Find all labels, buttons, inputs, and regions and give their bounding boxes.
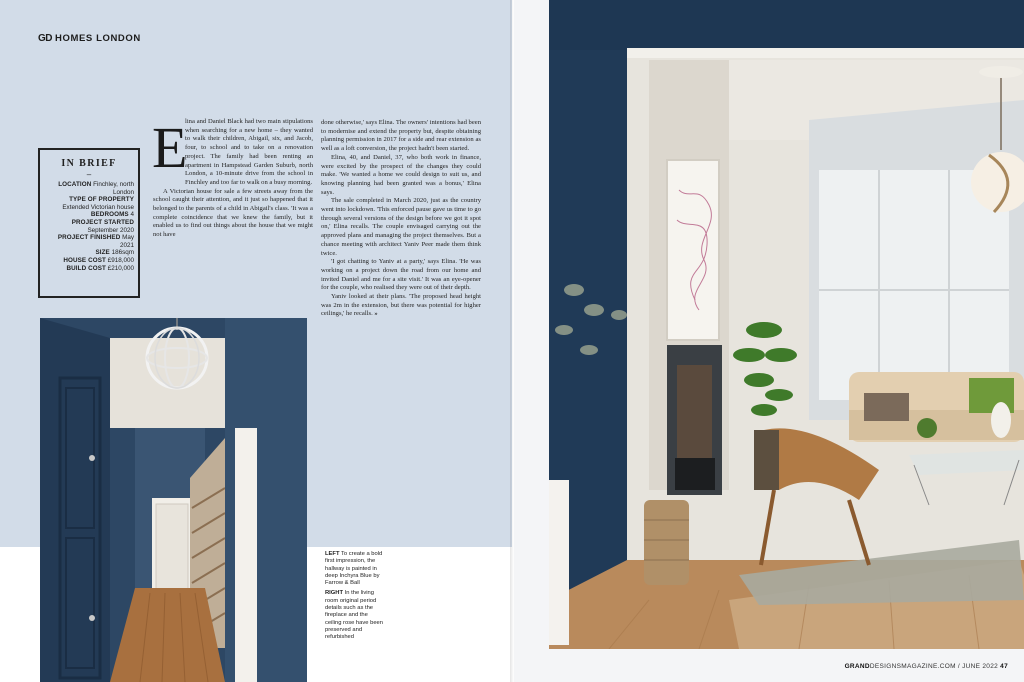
brief-row — [44, 181, 134, 196]
article-paragraph: A Victorian house for sale a few streets away from the school caught their attention, and it just so happened that it belonged to the parents of a child in Abigail's class. 'It was a complete coincidence that we knew the family, but it enabled us to find out things about the house that we might not have — [153, 187, 313, 239]
footer-brand: GRAND — [844, 663, 870, 670]
brief-value: £918,000 — [107, 256, 134, 264]
brief-label: TYPE OF PROPERTY — [69, 196, 134, 204]
article-paragraph: 'I got chatting to Yaniv at a party,' says Elina. 'He was working on a project down the road from our home and invited Daniel and me for a site visit.' It was an eye-opener for the couple, who realised they were out of their depth. — [321, 258, 481, 292]
photo-caption — [325, 551, 385, 645]
article-paragraph: lina and Daniel Black had two main stipulations when searching for a new home – they wanted to walk their children, Abigail, six, and Jacob, four, to school and to take on a renovation project. The family had been renting an apartment in Hampstead Garden Suburb, north London, a 10-minute drive from the school in Finchley and too far to walk on a busy morning. — [185, 118, 313, 186]
in-brief-title: IN BRIEF — [61, 158, 117, 169]
brief-value: September 2020 — [87, 226, 134, 234]
brief-label: BUILD COST — [66, 264, 106, 272]
living-room-photo — [549, 0, 1024, 649]
caption-label: RIGHT — [325, 590, 344, 597]
page-footer — [845, 663, 1008, 670]
continue-marker: » — [374, 310, 378, 318]
brief-label: PROJECT STARTED — [71, 218, 134, 226]
in-brief-dash: – — [86, 170, 92, 179]
brief-row — [44, 265, 134, 273]
article-paragraph-text: Yaniv looked at their plans. 'The proposed head height was 2m in the extension, but there was potential for higher ceilings,' he recalls. — [321, 293, 481, 318]
brief-row — [44, 249, 134, 257]
section-header — [38, 33, 141, 44]
article-column-1 — [152, 115, 313, 240]
brief-row — [44, 234, 134, 249]
brief-value: Extended Victorian house — [62, 203, 134, 211]
brief-value: 4 — [130, 211, 134, 219]
brief-row — [44, 196, 134, 211]
magazine-logo: GD — [38, 33, 52, 44]
caption-text: In the living room original period details such as the fireplace and the ceiling rose have been preserved and refurbished — [325, 590, 384, 641]
hallway-photo — [40, 318, 307, 682]
brief-label: PROJECT FINISHED — [57, 234, 121, 242]
section-title: HOMES LONDON — [55, 33, 141, 44]
article-paragraph — [321, 293, 481, 319]
brief-row — [44, 219, 134, 234]
brief-label: BEDROOMS — [90, 211, 129, 219]
in-brief-box — [38, 148, 140, 298]
caption-left — [325, 551, 385, 587]
footer-issue: / JUNE 2022 — [955, 663, 1001, 670]
drop-cap: E — [152, 115, 188, 180]
brief-value: Finchley, north London — [93, 181, 134, 196]
article-paragraph: done otherwise,' says Elina. The owners' intentions had been to modernise and extend the property but, despite obtaining planning permission in 2017 for a side and rear extension as well as a loft conversion, the project hadn't been started. — [321, 119, 481, 153]
article-column-2 — [321, 119, 481, 319]
caption-text: To create a bold first impression, the hallway is painted in deep Inchyra Blue by Farrow & Ball — [325, 551, 383, 587]
article-paragraph: Elina, 40, and Daniel, 37, who both work in finance, were excited by the prospect of the changes they could make. 'We wanted a home we could design to suit us, and knowing planning had been granted was a bonus,' Elina says. — [321, 153, 481, 196]
footer-site: DESIGNSMAGAZINE.COM — [869, 663, 956, 670]
brief-label: LOCATION — [58, 181, 92, 188]
page-number: 47 — [1000, 663, 1008, 670]
article-paragraph: The sale completed in March 2020, just as the country went into lockdown. 'This enforced pause gave us time to go through several versions of the design before we got it spot on,' Elina recalls. The couple envisaged carrying out the approved plans and managing the project themselves. But a chance meeting with architect Yaniv Peer made them think twice. — [321, 197, 481, 257]
caption-label: LEFT — [325, 551, 340, 557]
caption-right — [325, 590, 385, 641]
brief-value: £210,000 — [107, 264, 134, 272]
hallway-illustration — [40, 318, 307, 682]
brief-label: SIZE — [95, 249, 110, 257]
brief-value: 186sqm — [111, 249, 134, 257]
brief-value: May 2021 — [119, 234, 134, 249]
brief-label: HOUSE COST — [63, 256, 106, 264]
living-room-illustration — [549, 0, 1024, 649]
brief-row — [44, 257, 134, 265]
brief-row — [44, 211, 134, 219]
